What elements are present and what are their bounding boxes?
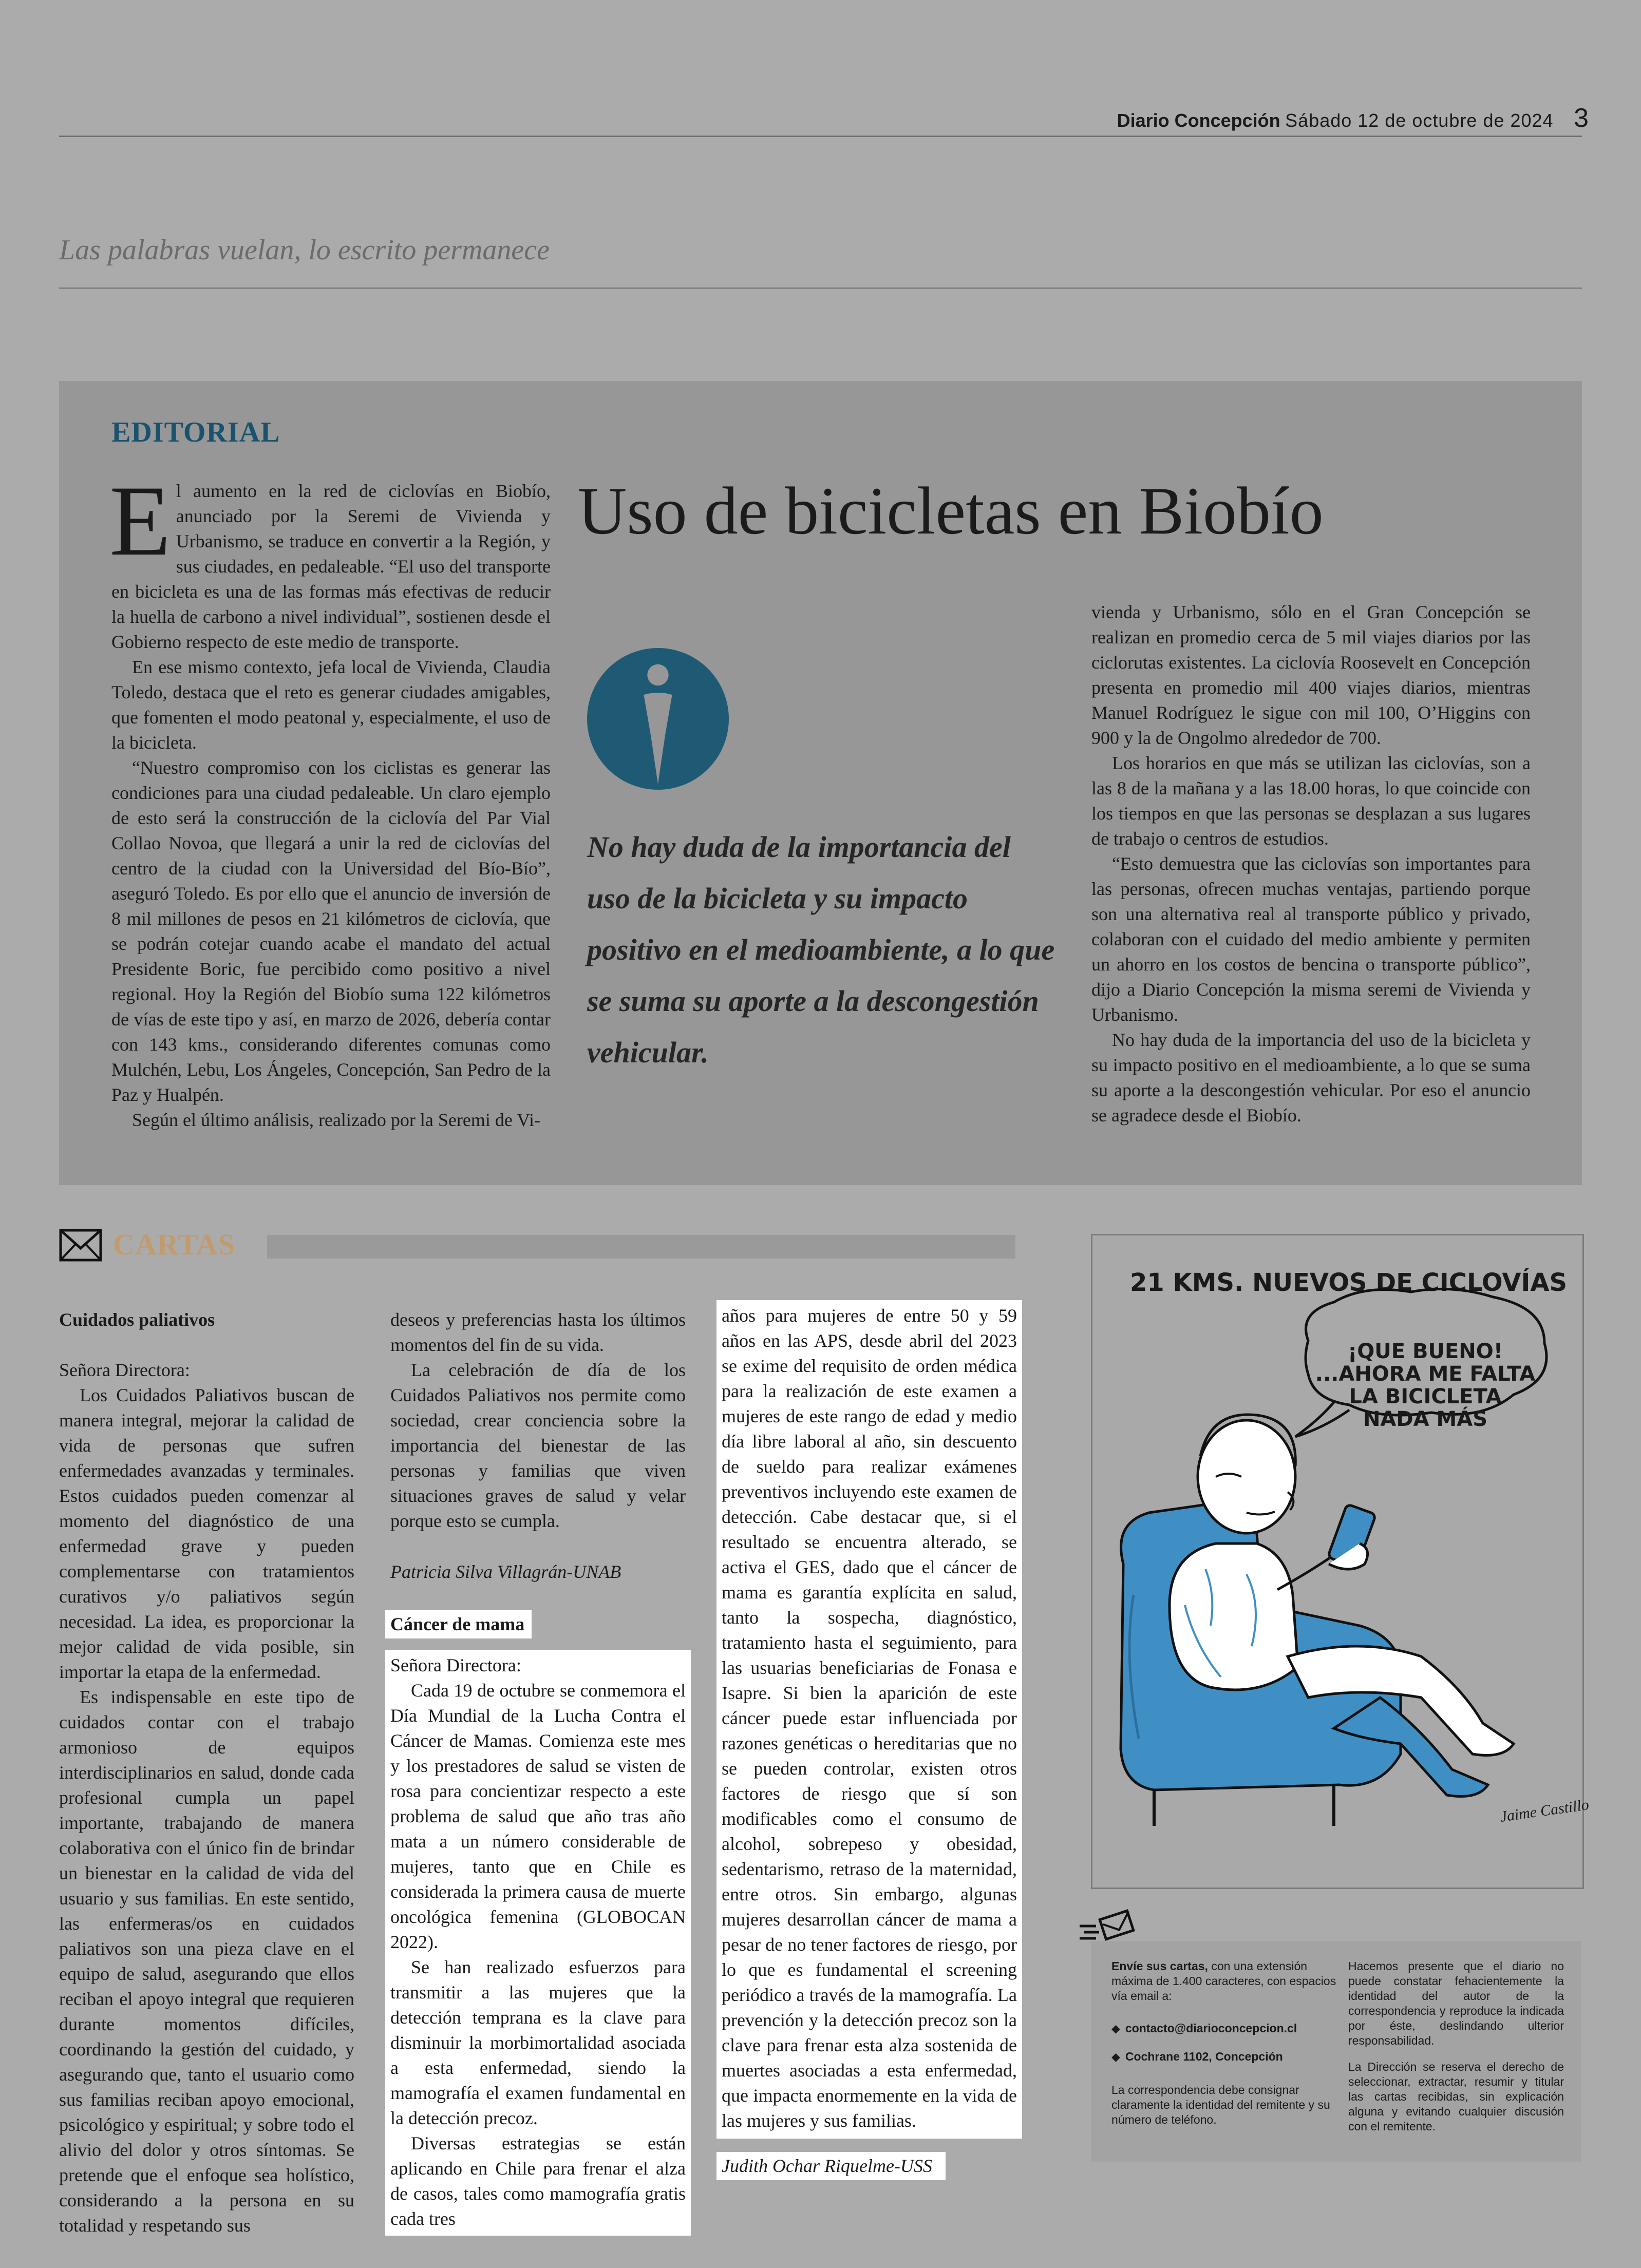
letter-body-panel bbox=[716, 1300, 1022, 2139]
editorial-paragraph: “Nuestro compromiso con los ciclistas es generar las condiciones para una ciudad pedaleable. Un claro ejemplo de esto será la construcción de la ciclovía del Par Vial Collao Novoa, que llegará a unir la red de ciclovías del centro de la ciudad con la Universidad del Bío-Bío”, aseguró Toledo. Es por ello que el anuncio de inversión de 8 mil millones de pesos en 21 kilómetros de ciclovía, que se podrán cotejar cuando acabe el mandato del actual Presidente Boric, fue percibido como positivo a nivel regional. Hoy la Región del Biobío suma 122 kilómetros de vías de este tipo y así, en marzo de 2026, debería contar con 143 kms., considerando diferentes comunas como Mulchén, Lebu, Los Ángeles, Concepción, San Pedro de la Paz y Hualpén. bbox=[111, 757, 551, 1105]
letter-paragraph: Es indispensable en este tipo de cuidados contar con el trabajo armonioso de equipos interdisciplinarios en salud, donde cada profesional cumpla un papel importante, trabajando de manera colaborativa con el único fin de brindar un bienestar en la calidad de vida del usuario y sus familias. En este sentido, las enfermeras/os en cuidados paliativos son una pieza clave en el equipo de salud, asegurando que ellos reciban el apoyo integral que requieren durante momentos difíciles, coordinando la gestión del cuidado, y asegurando que, tanto el usuario como sus familias reciban apoyo emocional, psicológico y espiritual; y sobre todo el alivio del dolor y otros síntomas. Se pretende que el enfoque sea holístico, considerando a la persona en su totalidad y respetando sus bbox=[59, 1687, 354, 2236]
submission-intro-bold: Envíe sus cartas, bbox=[1111, 1959, 1208, 1973]
drop-cap: E bbox=[109, 465, 171, 577]
editorial-column-1 bbox=[109, 465, 551, 1133]
issue-date: Sábado 12 de octubre de 2024 bbox=[1285, 110, 1554, 131]
editorial-paragraph: l aumento en la red de ciclovías en Biobío, anunciado por la Seremi de Vivienda y Urbanismo, se traduce en convertir a la Región, y sus ciudades, en pedaleable. “El uso del transporte en bicicleta es una de las formas más efectivas de reducir la huella de carbono a nivel individual”, sostienen desde el Gobierno respecto de este medio de transporte. bbox=[111, 481, 551, 652]
masthead bbox=[1117, 103, 1589, 134]
diamond-bullet-icon: ◆ bbox=[1111, 2022, 1120, 2035]
submission-disclaimer bbox=[1348, 1959, 1564, 2134]
pull-quote: No hay duda de la importancia del uso de la bicicleta y su impacto positivo en el medioambiente, a lo que se suma su aporte a la descongestión vehicular. bbox=[587, 830, 1055, 1069]
editorial-paragraph: Según el último análisis, realizado por la Seremi de Vi- bbox=[132, 1110, 540, 1130]
letter-paragraph: Diversas estrategias se están aplicando en Chile para frenar el alza de casos, tales como mamografía gratis cada tres bbox=[390, 2133, 686, 2229]
section-slogan: Las palabras vuelan, lo escrito permanece bbox=[59, 234, 550, 266]
letter-paragraph: años para mujeres de entre 50 y 59 años en las APS, desde abril del 2023 se exime del requisito de orden médica para la realización de este examen a mujeres de este rango de edad y medio día libre laboral al año, sin descuento de sueldo para realizar exámenes preventivos incluyendo este examen de detección. Cabe destacar que, si el resultado se encuentra alterado, se activa el GES, dado que el cáncer de mama es garantía explícita en salud, tanto la sospecha, diagnóstico, tratamiento hasta el seguimiento, para las usuarias beneficiarias de Fonasa e Isapre. Si bien la aparición de este cáncer puede estar influenciada por razones genéticas o hereditarias que no se pueden controlar, existen otros factores de riesgo que sí son modificables como el consumo de alcohol, sobrepeso y obesidad, sedentarismo, retraso de la maternidad, entre otros. Sin embargo, algunas mujeres desarrollan cáncer de mama a pesar de no tener factores de riesgo, por lo que es fundamental el screening periódico a través de la mamografía. La prevención y la detección precoz son la clave para frenar esta alza sostenida de muertes asociadas a esta enfermedad, que impacta enormemente en la vida de las mujeres y sus familias. bbox=[722, 1305, 1017, 2131]
header-rule bbox=[59, 136, 1582, 137]
letter-paragraph: La celebración de día de los Cuidados Paliativos nos permite como sociedad, crear conciencia sobre la importancia del bienestar de las personas y familias que viven situaciones graves de salud y velar porque esto se cumpla. bbox=[390, 1360, 686, 1531]
cartas-bar bbox=[267, 1235, 1015, 1259]
editorial-paragraph: En ese mismo contexto, jefa local de Vivienda, Claudia Toledo, destaca que el reto es generar ciudades amigables, que fomenten el modo peatonal y, especialmente, el uso de la bicicleta. bbox=[111, 657, 551, 753]
letter-paragraph: deseos y preferencias hasta los últimos momentos del fin de su vida. bbox=[390, 1309, 686, 1355]
diamond-bullet-icon: ◆ bbox=[1111, 2050, 1120, 2063]
slogan-rule bbox=[59, 288, 1582, 289]
letter-salutation: Señora Directora: bbox=[59, 1360, 190, 1380]
letter-salutation: Señora Directora: bbox=[390, 1655, 521, 1675]
letter-title-box bbox=[385, 1610, 532, 1638]
disclaimer-text: Hacemos presente que el diario no puede constatar fehacientemente la identidad del autor de la correspondencia y reproduce la indicada por éste, deslindando ulterior responsabilidad. bbox=[1348, 1959, 1564, 2047]
editorial-paragraph: vienda y Urbanismo, sólo en el Gran Concepción se realizan en promedio cerca de 5 mil viajes diarios por las ciclorutas existentes. La ciclovía Roosevelt en Concepción presenta en promedio mil 400 viajes diarios, mientras Manuel Rodríguez le sigue con mil 100, O’Higgins con 900 y la de Ongolmo alrededor de 700. bbox=[1091, 602, 1531, 748]
contact-address: Cochrane 1102, Concepción bbox=[1125, 2050, 1283, 2063]
letter-paragraph: Cada 19 de octubre se conmemora el Día Mundial de la Lucha Contra el Cáncer de Mamas. Comienza este mes y los prestadores de salud se visten de rosa para concientizar respecto a este problema de salud que año tras año mata a un número considerable de mujeres, tanto que en Chile es considerada la primera causa de muerte oncológica femenina (GLOBOCAN 2022). bbox=[390, 1680, 686, 1952]
submission-intro: con una extensión máxima de 1.400 caracteres, con espacios vía email a: bbox=[1111, 1959, 1336, 2003]
cartas-label: CARTAS bbox=[113, 1228, 236, 1261]
letter-signature: Patricia Silva Villagrán-UNAB bbox=[390, 1561, 621, 1582]
submission-note: La correspondencia debe consignar claramente la identidad del remitente y su número de teléfono. bbox=[1111, 2083, 1330, 2126]
letters-column-1 bbox=[59, 1307, 354, 2238]
letter-paragraph: Se han realizado esfuerzos para transmitir a las mujeres que la detección temprana es la clave para disminuir la morbimortalidad asociada a esta enfermedad, siendo la mamografía el examen fundamental en la detección precoz. bbox=[390, 1957, 686, 2128]
contact-email: contacto@diarioconcepcion.cl bbox=[1125, 2022, 1297, 2035]
editorial-headline: Uso de bicicletas en Biobío bbox=[578, 473, 1324, 548]
editorial-label: EDITORIAL bbox=[111, 416, 280, 448]
letter-paragraph: Los Cuidados Paliativos buscan de manera integral, mejorar la calidad de vida de personas que sufren enfermedades avanzadas y terminales. Estos cuidados pueden comenzar al momento del diagnóstico de una enfermedad grave y pueden complementarse con tratamientos curativos y/o paliativos según necesidad. La idea, es proporcionar la mejor calidad de vida posible, sin importar la etapa de la enfermedad. bbox=[59, 1385, 354, 1682]
cartoon-speech: ¡QUE BUENO! ...AHORA ME FALTA LA BICICLETA NADA MÁS bbox=[1315, 1340, 1536, 1431]
cartoon-illustration bbox=[1092, 1235, 1579, 1884]
letter-signature: Judith Ochar Riquelme-USS bbox=[722, 2156, 932, 2176]
disclaimer-text: La Dirección se reserva el derecho de seleccionar, extractar, resumir y titular las cartas recibidas, sin explicación alguna y evitando cualquier discusión con el remitente. bbox=[1348, 2060, 1564, 2133]
letter-title: Cuidados paliativos bbox=[59, 1309, 215, 1330]
submission-instructions bbox=[1111, 1959, 1337, 2127]
editorial-paragraph: No hay duda de la importancia del uso de la bicicleta y su impacto positivo en el medioambiente, a lo que se suma su aporte a la descongestión vehicular. Por eso el anuncio se agradece desde el Biobío. bbox=[1091, 1030, 1531, 1126]
letters-column-3 bbox=[722, 1307, 1017, 2180]
send-letter-icon bbox=[1078, 1908, 1137, 1949]
cartoon-artist-signature: Jaime Castillo bbox=[1499, 1796, 1590, 1825]
letter-title: Cáncer de mama bbox=[390, 1614, 525, 1634]
paper-name: Diario Concepción bbox=[1117, 110, 1280, 131]
cartoon-caption: 21 KMS. NUEVOS DE CICLOVÍAS bbox=[1130, 1268, 1568, 1297]
envelope-icon bbox=[59, 1229, 102, 1262]
letters-column-2 bbox=[390, 1307, 686, 2236]
editorial-paragraph: “Esto demuestra que las ciclovías son importantes para las personas, ofrecen muchas ventajas, partiendo porque son una alternativa real al transporte público y privado, colaboran con el cuidado del medio ambiente y permiten un ahorro en los costos de bencina o transporte público”, dijo a Diario Concepción la misma seremi de Vivienda y Urbanismo. bbox=[1091, 853, 1531, 1025]
letter-signature-box bbox=[716, 2152, 946, 2180]
info-icon bbox=[587, 648, 729, 790]
page-number: 3 bbox=[1574, 103, 1589, 133]
editorial-paragraph: Los horarios en que más se utilizan las ciclovías, son a las 8 de la mañana y a las 18.00 horas, lo que coincide con los tiempos en que las personas se desplazan a sus lugares de trabajo o centros de estudios. bbox=[1091, 753, 1531, 849]
letter-body-panel bbox=[385, 1650, 691, 2236]
editorial-column-3 bbox=[1091, 600, 1531, 1128]
